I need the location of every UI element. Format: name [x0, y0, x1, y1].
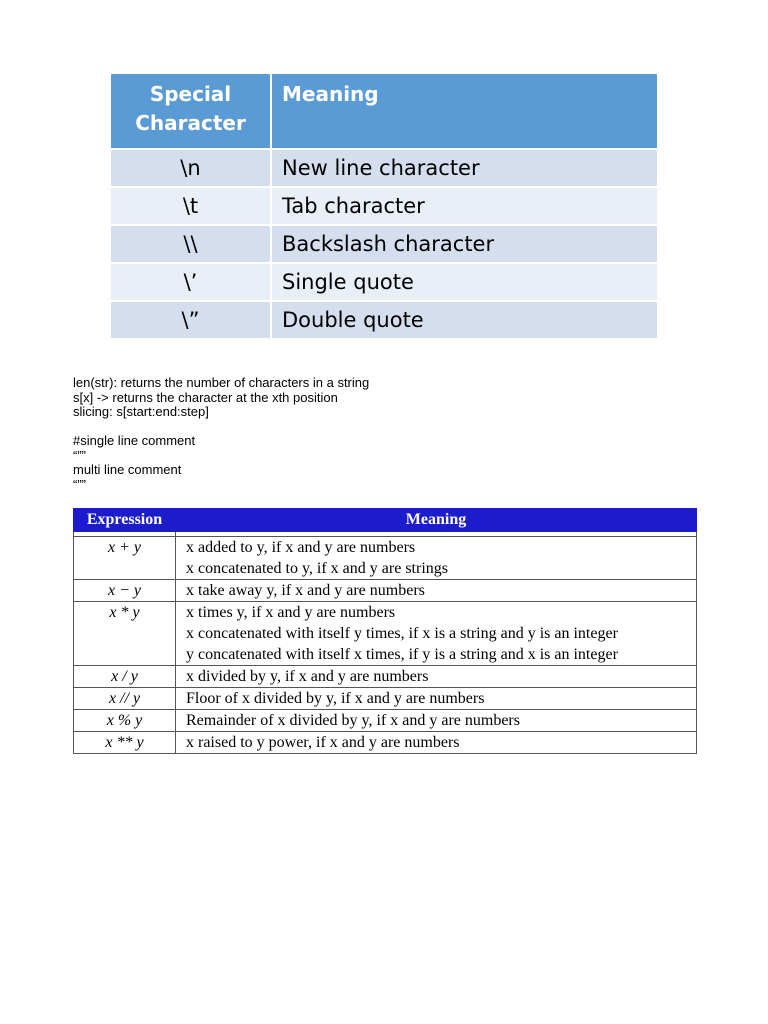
meaning-cell — [176, 602, 697, 666]
table-row — [110, 301, 658, 339]
expression-cell: x * y — [74, 602, 176, 666]
expression-cell: x + y — [74, 537, 176, 580]
expression-cell: x ** y — [74, 732, 176, 754]
meaning-cell: Tab character — [271, 187, 658, 225]
meaning-cell — [176, 537, 697, 580]
special-char-cell: \” — [110, 301, 271, 339]
table-row — [74, 732, 697, 754]
expression-cell: x % y — [74, 710, 176, 732]
header-meaning: Meaning — [271, 73, 658, 149]
table-row — [74, 688, 697, 710]
meaning-line: x divided by y, if x and y are numbers — [186, 668, 429, 685]
meaning-cell — [176, 688, 697, 710]
table-row — [74, 666, 697, 688]
note-line: “”” — [73, 476, 86, 492]
meaning-cell — [176, 732, 697, 754]
table-row — [74, 537, 697, 580]
table-row — [110, 149, 658, 187]
expression-cell: x / y — [74, 666, 176, 688]
table-row — [74, 602, 697, 666]
meaning-line: x concatenated with itself y times, if x is a string and y is an integer — [186, 625, 618, 642]
table-row — [74, 580, 697, 602]
expr-table-header-row — [74, 509, 697, 532]
special-table-header-row — [110, 73, 658, 149]
note-line: s[x] -> returns the character at the xth position — [73, 389, 338, 405]
table-row — [110, 225, 658, 263]
meaning-cell: Single quote — [271, 263, 658, 301]
meaning-line: x concatenated to y, if x and y are strings — [186, 560, 448, 577]
notes-block — [73, 376, 369, 492]
meaning-cell — [176, 666, 697, 688]
meaning-cell: Double quote — [271, 301, 658, 339]
header-meaning: Meaning — [176, 509, 697, 532]
table-row — [110, 187, 658, 225]
special-char-cell: \t — [110, 187, 271, 225]
meaning-cell — [176, 580, 697, 602]
expression-cell: x // y — [74, 688, 176, 710]
expression-cell: x − y — [74, 580, 176, 602]
special-char-cell: \’ — [110, 263, 271, 301]
meaning-line: Remainder of x divided by y, if x and y are numbers — [186, 712, 520, 729]
meaning-cell: New line character — [271, 149, 658, 187]
table-row — [74, 710, 697, 732]
meaning-line: y concatenated with itself x times, if y is a string and x is an integer — [186, 646, 618, 663]
note-line: #single line comment — [73, 433, 196, 448]
header-expression: Expression — [74, 509, 176, 532]
note-line — [73, 420, 369, 435]
meaning-line: x take away y, if x and y are numbers — [186, 582, 425, 599]
special-char-cell: \n — [110, 149, 271, 187]
note-line: multi line comment — [73, 462, 182, 477]
meaning-line: x times y, if x and y are numbers — [186, 604, 396, 621]
table-row — [110, 263, 658, 301]
special-characters-table — [109, 72, 659, 340]
meaning-cell — [176, 710, 697, 732]
meaning-line: x raised to y power, if x and y are numbers — [186, 734, 460, 751]
note-line: len(str): returns the number of characters in a string — [73, 375, 370, 390]
expressions-table — [73, 508, 697, 754]
meaning-cell: Backslash character — [271, 225, 658, 263]
special-char-cell: \\ — [110, 225, 271, 263]
note-line: slicing: s[start:end:step] — [73, 404, 209, 419]
header-special-character: Special Character — [110, 73, 271, 149]
meaning-line: Floor of x divided by y, if x and y are numbers — [186, 690, 485, 707]
meaning-line: x added to y, if x and y are numbers — [186, 539, 416, 556]
note-line: “”” — [73, 447, 86, 463]
